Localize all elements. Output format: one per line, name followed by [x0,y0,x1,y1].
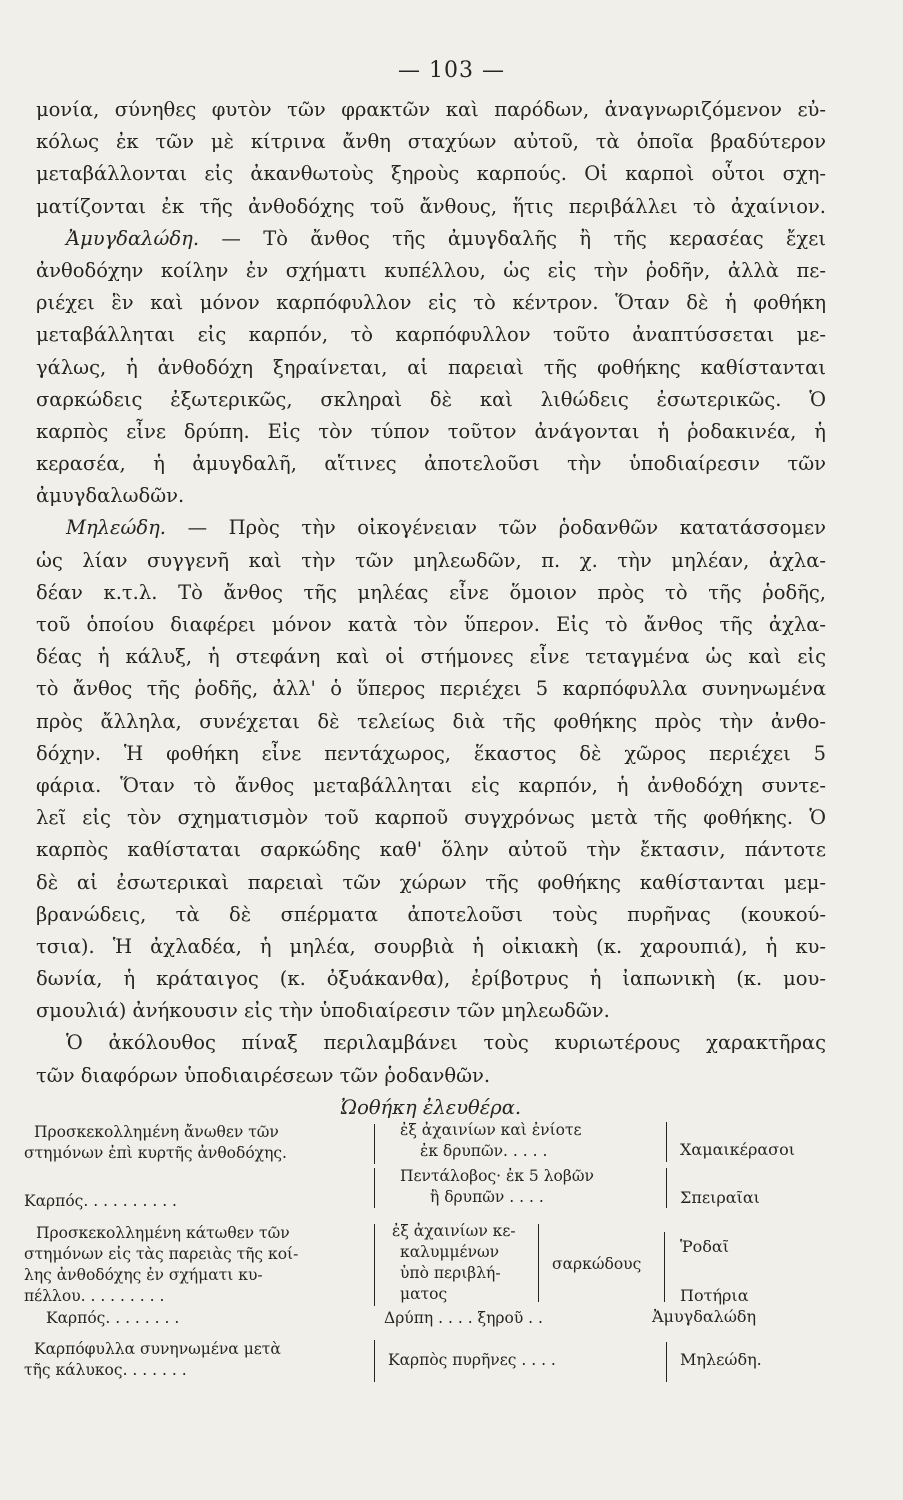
table-cell: Καρπόφυλλα συνηνωμένα μετὰ [34,1340,281,1358]
text-line: δωνία, ἡ κράταιγος (κ. ὀξυάκανθα), ἐρίβοτρυς ἡ ἰαπωνικὴ (κ. μου- [36,967,826,991]
table-cell: ἢ δρυπῶν . . . . [430,1188,544,1206]
brace [368,1340,375,1382]
text-line: Ὠοθήκη ἐλευθέρα. [340,1095,522,1119]
line-text: — Πρὸς τὴν οἰκογένειαν τῶν ῥοδανθῶν κατατάσσομεν [166,516,826,540]
table-cell: πέλλου. . . . . . . . . [24,1287,165,1305]
text-line: μονία, σύνηθες φυτὸν τῶν φρακτῶν καὶ παρόδων, ἀναγνωριζόμενον εὐ- [36,98,826,121]
table-cell: στημόνων εἰς τὰς παρειὰς τῆς κοί- [24,1245,299,1263]
table-result: Σπειραῖαι [680,1188,760,1207]
text-line: δόχην. Ἡ φοθήκη εἶνε πεντάχωρος, ἕκαστος δὲ χῶρος περιέχει 5 [36,741,826,765]
brace [660,1168,667,1208]
brace [368,1168,375,1208]
text-line: φάρια. Ὅταν τὸ ἄνθος μεταβάλληται εἰς καρπόν, ἡ ἀνθοδόχη συντε- [36,773,826,797]
table-cell: Προσκεκολλημένη ἄνωθεν τῶν [34,1123,279,1141]
text-line: κόλως ἐκ τῶν μὲ κίτρινα ἄνθη σταχύων αὐτοῦ, τὰ ὁποῖα βραδύτερον [36,130,826,154]
text-line: σαρκώδεις ἐξωτερικῶς, σκληραὶ δὲ καὶ λιθώδεις ἐσωτερικῶς. Ὁ [36,387,826,411]
table-cell: Δρύπη . . . . ξηροῦ . . [384,1309,543,1327]
text-line: βρανώδεις, τὰ δὲ σπέρματα ἀποτελοῦσι τοὺς πυρῆνας (κουκού- [36,902,826,926]
table-result: Ποτήρια [680,1286,749,1305]
table-cell: σαρκώδους [552,1255,642,1273]
text-line: τῶν διαφόρων ὑποδιαιρέσεων τῶν ῥοδανθῶν. [36,1063,491,1087]
text-line: σμουλιά) ἀνήκουσιν εἰς τὴν ὑποδιαίρεσιν τῶν μηλεωδῶν. [36,999,610,1023]
table-cell: Καρπός. . . . . . . . . . [24,1192,177,1210]
table-cell: Πεντάλοβος· ἐκ 5 λοβῶν [400,1167,594,1185]
text-line: καρπὸς εἶνε δρύπη. Εἰς τὸν τύπον τοῦτον ἀνάγονται ἡ ῥοδακινέα, ἡ [36,419,826,443]
brace [658,1232,665,1302]
text-line: κερασέα, ἡ ἀμυγδαλῆ, αἵτινες ἀποτελοῦσι τὴν ὑποδιαίρεσιν τῶν [36,452,826,476]
table-result: Ἀμυγδαλώδη [652,1307,757,1326]
classification-table [24,1114,844,1394]
text-line: ἀμυγδαλωδῶν. [36,484,185,508]
text-line: δὲ αἱ ἐσωτερικαὶ παρειαὶ τῶν χώρων τῆς φοθήκης καθίστανται μεμ- [36,870,826,894]
table-cell: ὑπὸ περιβλή- [400,1264,501,1282]
table-cell: Καρπός. . . . . . . . [46,1309,180,1327]
brace [660,1122,667,1162]
table-cell: καλυμμένων [400,1243,500,1261]
table-result: Χαμαικέρασοι [680,1140,795,1159]
brace [368,1124,375,1164]
text-line: μεταβάλλονται εἰς ἀκανθωτοὺς ξηροὺς καρπούς. Οἱ καρποὶ οὗτοι σχη- [36,162,826,186]
text-line: λεῖ εἰς τὸν σχηματισμὸν τοῦ καρποῦ συγχρόνως μετὰ τῆς φοθήκης. Ὁ [36,806,826,830]
text-line: γάλως, ἡ ἀνθοδόχη ξηραίνεται, αἱ παρειαὶ τῆς φοθήκης καθίστανται [36,355,826,379]
text-line: ριέχει ἓν καὶ μόνον καρπόφυλλον εἰς τὸ κέντρον. Ὅταν δὲ ἡ φοθήκη [36,291,826,315]
text-line: ματίζονται ἐκ τῆς ἀνθοδόχης τοῦ ἄνθους, ἥτις περιβάλλει τὸ ἀχαίνιον. [36,194,826,218]
table-cell: τῆς κάλυκος. . . . . . . [24,1361,187,1379]
table-cell: λης ἀνθοδόχης ἐν σχήματι κυ- [24,1266,263,1284]
brace [660,1342,667,1382]
line-text: — Τὸ ἄνθος τῆς ἀμυγδαλῆς ἢ τῆς κερασέας ἔχει [199,226,826,250]
text-line: δέαν κ.τ.λ. Τὸ ἄνθος τῆς μηλέας εἶνε ὅμοιον πρὸς τὸ τῆς ῥοδῆς, [36,580,826,604]
section-heading: Ἀμυγδαλώδη. [66,226,200,250]
text-line: ὡς λίαν συγγενῆ καὶ τὴν τῶν μηλεωδῶν, π. χ. τὴν μηλέαν, ἀχλα- [36,548,826,572]
text-line [36,223,826,255]
table-cell: ἐξ ἀχαινίων κε- [392,1222,516,1240]
text-line: δέας ἡ κάλυξ, ἡ στεφάνη καὶ οἱ στήμονες εἶνε τεταγμένα ὡς καὶ εἰς [36,645,826,669]
text-line: τοῦ ὁποίου διαφέρει μόνον κατὰ τὸν ὕπερον. Εἰς τὸ ἄνθος τῆς ἀχλα- [36,613,826,636]
brace [532,1224,539,1302]
table-cell: στημόνων ἐπὶ κυρτῆς ἀνθοδόχης. [24,1144,287,1162]
text-line [36,512,826,544]
section-heading: Μηλεώδη. [66,516,166,540]
text-line: τσια). Ἡ ἀχλαδέα, ἡ μηλέα, σουρβιὰ ἡ οἰκιακὴ (κ. χαρουπιά), ἡ κυ- [36,934,826,958]
table-cell: ματος [400,1285,448,1303]
text-line: τὸ ἄνθος τῆς ῥοδῆς, ἀλλ' ὁ ὕπερος περιέχει 5 καρπόφυλλα συνηνωμένα [36,677,826,701]
text-line: μεταβάλληται εἰς καρπόν, τὸ καρπόφυλλον τοῦτο ἀναπτύσσεται με- [36,323,826,347]
page-number: — 103 — [398,58,505,83]
table-cell: ἐκ δρυπῶν. . . . . [420,1142,548,1160]
table-result: Ῥοδαῖ [680,1237,729,1256]
table-cell: Καρπὸς πυρῆνες . . . . [388,1351,556,1369]
text-line: Ὁ ἀκόλουθος πίναξ περιλαμβάνει τοὺς κυριωτέρους χαρακτῆρας [66,1031,826,1055]
text-line: ἀνθοδόχην κοίλην ἐν σχήματι κυπέλλου, ὡς εἰς τὴν ῥοδῆν, ἀλλὰ πε- [36,258,826,282]
table-cell: Προσκεκολλημένη κάτωθεν τῶν [36,1224,290,1242]
body-text [36,94,826,1124]
text-line: καρπὸς καθίσταται σαρκώδης καθ' ὅλην αὐτοῦ τὴν ἔκτασιν, πάντοτε [36,838,826,862]
table-result: Μηλεώδη. [680,1350,762,1369]
brace [368,1224,375,1306]
text-line: πρὸς ἄλληλα, συνέχεται δὲ τελείως διὰ τῆς φοθήκης πρὸς τὴν ἀνθο- [36,709,826,733]
table-cell: ἐξ ἀχαινίων καὶ ἐνίοτε [400,1121,582,1139]
